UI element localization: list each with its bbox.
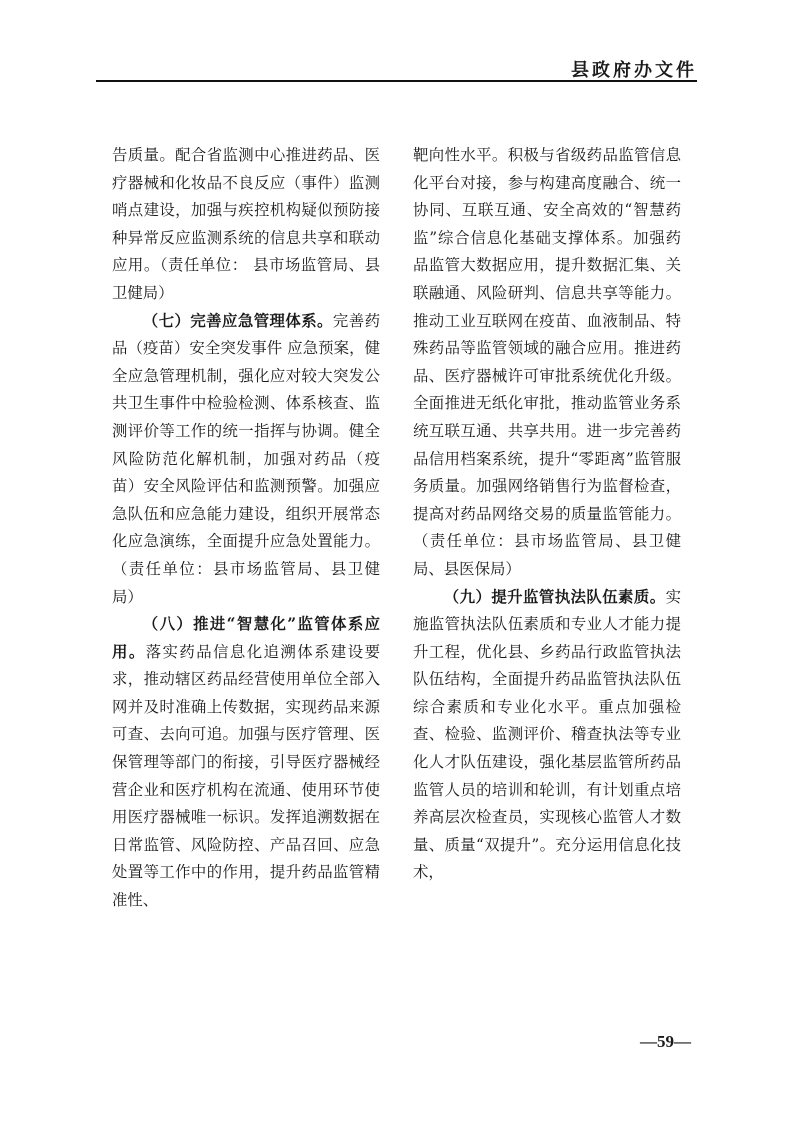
page-number: —59— xyxy=(640,1032,691,1051)
paragraph-continuation: 告质量。配合省监测中心推进药品、医疗器械和化妆品不良反应（事件）监测哨点建设，加强与疾控机构疑似预防接种异常反应监测系统的信息共享和联动应用。（责任单位： 县市场监管局、县卫健局） xyxy=(112,146,380,302)
section-9-paragraph xyxy=(413,584,681,888)
header-divider xyxy=(96,80,697,82)
running-header-title: 县政府办文件 xyxy=(571,60,697,81)
paragraph-continuation: 靶向性水平。积极与省级药品监管信息化平台对接，参与构建高度融合、统一协同、互联互通、安全高效的“智慧药监”综合信息化基础支撑体系。加强药品监管大数据应用，提升数据汇集、关联融通、风险研判、信息共享等能力。推动工业互联网在疫苗、血液制品、特殊药品等监管领域的融合应用。推进药品、医疗器械许可审批系统优化升级。全面推进无纸化审批，推动监管业务系统互联互通、共享共用。进一步完善药品信用档案系统，提升“零距离”监管服务质量。加强网络销售行为监督检查，提高对药品网络交易的质量监管能力。（责任单位：县市场监管局、县卫健局、县医保局） xyxy=(413,146,681,578)
section-8-body: 落实药品信息化追溯体系建设要求，推动辖区药品经营使用单位全部入网并及时准确上传数据，实现药品来源可查、去向可追。加强与医疗管理、医保管理等部门的衔接，引导医疗器械经营企业和医疗机构在流通、使用环节使用医疗器械唯一标识。发挥追溯数据在日常监管、风险防控、产品召回、应急处置等工作中的作用，提升药品监管精准性、 xyxy=(112,642,380,910)
section-7-body: 完善药品（疫苗）安全突发事件 应急预案，健全应急管理机制，强化应对较大突发公共卫生事件中检验检测、体系核查、监测评价等工作的统一指挥与协调。健全风险防范化解机制，加强对药品（疫苗）安全风险评估和监测预警。加强应急队伍和应急能力建设，组织开展常态化应急演练，全面提升应急处置能力。（责任单位：县市场监管局、县卫健局） xyxy=(112,311,380,606)
section-8-heading: （八）推进“智慧化”监管体系应用。 xyxy=(112,615,380,661)
section-7-paragraph xyxy=(112,308,380,612)
section-9-heading: （九）提升监管执法队伍素质。 xyxy=(443,587,666,606)
section-8-paragraph xyxy=(112,611,380,915)
right-text-column xyxy=(413,142,681,887)
left-text-column xyxy=(112,142,380,915)
section-9-body: 实施监管执法队伍素质和专业人才能力提升工程，优化县、乡药品行政监管执法队伍结构，全面提升药品监管执法队伍综合素质和专业化水平。重点加强检查、检验、监测评价、稽查执法等专业化人才队伍建设，强化基层监管所药品监管人员的培训和轮训，有计划重点培养高层次检查员，实现核心监管人才数量、质量“双提升”。充分运用信息化技术， xyxy=(413,587,681,882)
section-7-heading: （七）完善应急管理体系。 xyxy=(142,311,333,330)
